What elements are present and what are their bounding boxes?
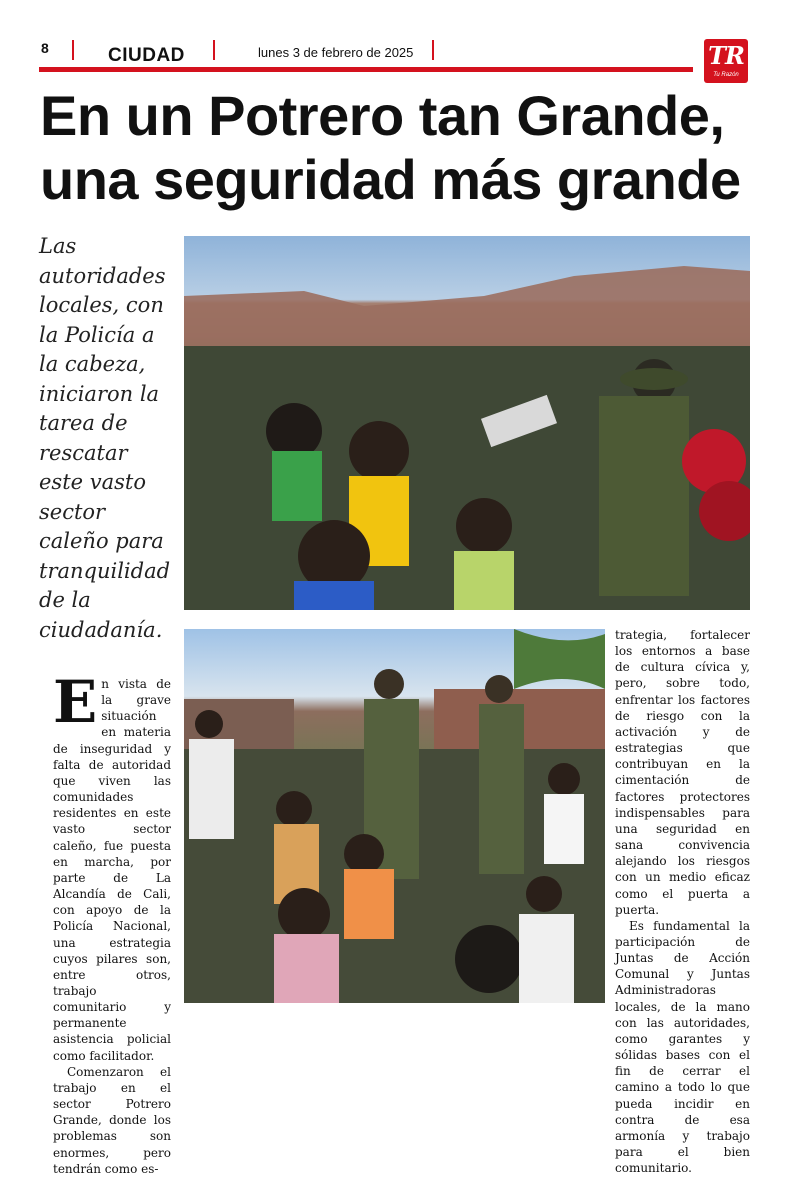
photo-scene — [184, 236, 750, 610]
header-rule — [39, 67, 693, 72]
section-label: CIUDAD — [108, 45, 185, 66]
newspaper-logo — [704, 39, 748, 83]
article-column-3 — [615, 627, 750, 1176]
page-number: 8 — [41, 40, 49, 56]
article-paragraph-2: Comenzaron el trabajo en el sector Potrero Grande, donde los problemas son enormes, pero tendrán como es- — [53, 1064, 171, 1176]
article-lead: Las autoridades locales, con la Policía a la cabeza, iniciaron la tarea de rescatar este vasto sector caleño para tranquilidad de la ciudadanía. — [39, 234, 171, 642]
photo-police-performing — [184, 629, 605, 1003]
photo-police-with-children — [184, 236, 750, 610]
header-divider — [72, 40, 74, 60]
header-divider — [432, 40, 434, 60]
article-column-1 — [53, 668, 171, 1177]
header-divider — [213, 40, 215, 60]
article-paragraph-2-continued: trategia, fortalecer los entornos a base de cultura cívica y, pero, sobre todo, enfrentar los factores de riesgo con la activación y de estrategias que contribuyan en la cimentación de factores protectores indispensables para una seguridad en sana convivencia alejando los riesgos con un medio eficaz como el puerta a puerta. — [615, 628, 750, 917]
article-paragraph-3: Es fundamental la participación de Juntas de Acción Comunal y Juntas Administradoras locales, de la mano con las autoridades, como garantes y sólidas bases con el fin de cerrar el camino a todo lo que pueda incidir en contra de esa armonía y trabajo para el bien comunitario. — [615, 918, 750, 1176]
photo-scene — [184, 629, 605, 1003]
article-headline: En un Potrero tan Grande, una seguridad más grande — [40, 84, 741, 211]
logo-mark: TR — [708, 41, 744, 70]
issue-date: lunes 3 de febrero de 2025 — [258, 45, 414, 60]
logo-name: Tu Razón — [713, 72, 739, 78]
article-paragraph-1: n vista de la grave situación en materia de inseguridad y falta de autoridad que viven las comunidades residentes en este vasto sector caleño, fue puesta en marcha, por parte de La Alcandía de Cali, con apoyo de la Policía Nacional, una estrategia cuyos pilares son, entre otros, trabajo comunitario y permanente asistencia policial como facilitador. — [53, 677, 171, 1063]
drop-cap: E — [53, 668, 98, 736]
